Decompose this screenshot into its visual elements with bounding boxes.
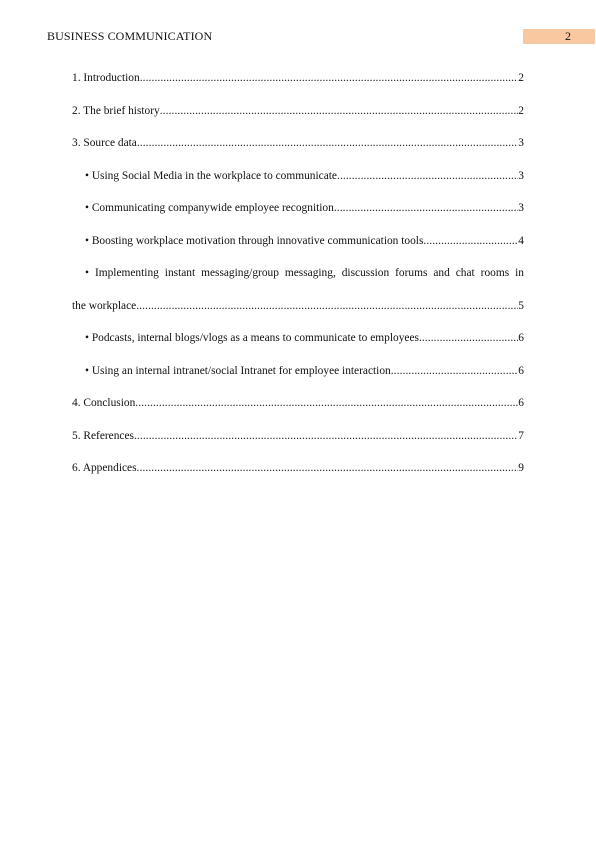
toc-leader-dots bbox=[423, 233, 518, 249]
toc-entry-social-media[interactable] bbox=[72, 168, 524, 201]
toc-leader-dots bbox=[334, 200, 518, 216]
toc-entry-page: 3 bbox=[518, 202, 524, 214]
table-of-contents bbox=[72, 70, 524, 493]
toc-leader-dots bbox=[137, 135, 518, 151]
toc-entry-page: 6 bbox=[518, 332, 524, 344]
toc-entry-references[interactable] bbox=[72, 428, 524, 461]
toc-entry-label: 3. Source data bbox=[72, 137, 137, 149]
toc-entry-workplace-motivation[interactable] bbox=[72, 233, 524, 266]
page-number: 2 bbox=[565, 29, 571, 43]
toc-entry-employee-recognition[interactable] bbox=[72, 200, 524, 233]
toc-entry-label: 6. Appendices bbox=[72, 462, 137, 474]
toc-entry-label: • Using Social Media in the workplace to communicate bbox=[85, 169, 337, 182]
toc-leader-dots bbox=[391, 363, 519, 379]
page-header bbox=[47, 29, 595, 44]
toc-entry-intranet[interactable] bbox=[72, 363, 524, 396]
toc-entry-label: 1. Introduction bbox=[72, 72, 140, 84]
toc-entry-label: 5. References bbox=[72, 429, 134, 442]
toc-leader-dots bbox=[134, 428, 518, 444]
toc-entry-instant-messaging[interactable] bbox=[72, 265, 524, 330]
toc-entry-label-line1: • Implementing instant messaging/group messaging, discussion forums and chat rooms in bbox=[85, 267, 524, 279]
toc-entry-page: 2 bbox=[518, 72, 524, 84]
toc-entry-page: 6 bbox=[518, 397, 524, 409]
toc-entry-page: 9 bbox=[518, 462, 524, 474]
toc-entry-label-line2: the workplace bbox=[72, 299, 137, 312]
toc-entry-page: 7 bbox=[518, 429, 524, 442]
toc-leader-dots bbox=[419, 330, 518, 346]
toc-entry-podcasts-blogs[interactable] bbox=[72, 330, 524, 363]
page-number-box bbox=[523, 29, 595, 44]
toc-entry-label: • Boosting workplace motivation through innovative communication tools bbox=[85, 234, 424, 247]
toc-leader-dots bbox=[136, 298, 518, 314]
toc-entry-label: • Podcasts, internal blogs/vlogs as a means to communicate to employees bbox=[85, 332, 419, 344]
toc-entry-brief-history[interactable] bbox=[72, 103, 524, 136]
toc-entry-introduction[interactable] bbox=[72, 70, 524, 103]
toc-entry-label: • Communicating companywide employee recognition bbox=[85, 202, 334, 214]
toc-entry-page: 4 bbox=[518, 234, 524, 247]
running-header-title: BUSINESS COMMUNICATION bbox=[47, 29, 213, 43]
toc-entry-page: 6 bbox=[518, 364, 524, 377]
toc-entry-label: 4. Conclusion bbox=[72, 397, 136, 409]
toc-entry-page: 3 bbox=[518, 169, 524, 182]
toc-leader-dots bbox=[160, 103, 519, 119]
toc-entry-label: 2. The brief history bbox=[72, 104, 160, 117]
toc-entry-source-data[interactable] bbox=[72, 135, 524, 168]
toc-leader-dots bbox=[140, 70, 519, 86]
toc-entry-label: • Using an internal intranet/social Intranet for employee interaction bbox=[85, 364, 391, 377]
toc-leader-dots bbox=[137, 460, 519, 476]
toc-entry-conclusion[interactable] bbox=[72, 395, 524, 428]
toc-leader-dots bbox=[337, 168, 518, 184]
toc-entry-page: 3 bbox=[518, 137, 524, 149]
toc-entry-page: 5 bbox=[518, 299, 524, 312]
toc-entry-appendices[interactable] bbox=[72, 460, 524, 493]
toc-entry-page: 2 bbox=[518, 104, 524, 117]
toc-leader-dots bbox=[135, 395, 518, 411]
